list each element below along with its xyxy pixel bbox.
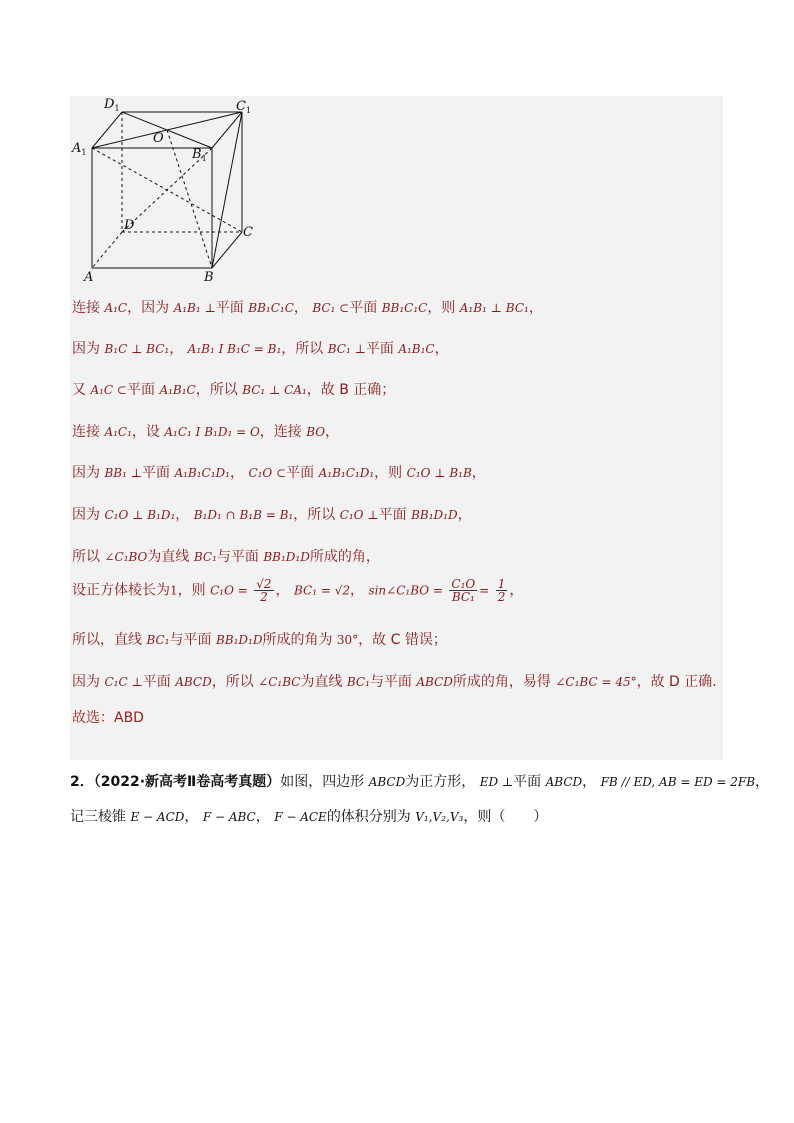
label-D1: $D_1$ [104, 97, 120, 113]
solution-line: 所以，直线 BC₁与平面 BB₁D₁D所成的角为 30°，故 C 错误； [72, 632, 447, 648]
fraction-sqrt2-over-2: $\frac{√2}{2}$ [256, 577, 272, 604]
label-C: C [243, 225, 253, 240]
solution-line: 连接 A₁C₁，设 A₁C₁ I B₁D₁ = O，连接 BO， [72, 424, 340, 440]
label-C1: $C_1$ [236, 99, 252, 115]
solution-line: 又 A₁C ⊂平面 A₁B₁C，所以 BC₁ ⊥ CA₁，故 B 正确； [72, 382, 396, 398]
solution-line-fractions: 设正方体棱长为1，则 C₁O = $\frac{√2}{2}$ ， BC₁ = √2， sin∠C₁BO = $\frac{\text{C₁O}}{\text{BC₁}}$ = $\frac{1}{2}$ ， [72, 577, 524, 604]
solution-line: 因为 C₁O ⊥ B₁D₁， B₁D₁ ∩ B₁B = B₁，所以 C₁O ⊥平面 BB₁D₁D， [72, 507, 472, 523]
question-line-2: 记三棱锥 E − ACD， F − ABC， F − ACE的体积分别为 V₁,V₂,V₃，则（ ） [70, 809, 548, 825]
label-O: O [153, 131, 164, 146]
fraction-c1o-over-bc1: $\frac{\text{C₁O}}{\text{BC₁}}$ [451, 577, 476, 604]
solution-line: 因为 BB₁ ⊥平面 A₁B₁C₁D₁， C₁O ⊂平面 A₁B₁C₁D₁，则 C₁O ⊥ B₁B， [72, 465, 486, 481]
label-B: B [204, 270, 214, 285]
label-A: A [84, 270, 94, 285]
answer-line: 故选：ABD [72, 710, 144, 726]
question-source: （2022·新高考Ⅱ卷高考真题） [93, 774, 281, 790]
cube-hidden-edges [92, 112, 242, 268]
solution-line: 连接 A₁C，因为 A₁B₁ ⊥平面 BB₁C₁C， BC₁ ⊂平面 BB₁C₁C，则 A₁B₁ ⊥ BC₁， [72, 300, 543, 316]
solution-line: 因为 B₁C ⊥ BC₁， A₁B₁ I B₁C = B₁，所以 BC₁ ⊥平面 A₁B₁C， [72, 341, 449, 357]
question-line-1: 2．（2022·新高考Ⅱ卷高考真题）如图，四边形 ABCD为正方形， ED ⊥平面 ABCD， FB // ED, AB = ED = 2FB， [70, 774, 770, 790]
label-D: D [124, 218, 135, 233]
solution-line: 因为 C₁C ⊥平面 ABCD，所以 ∠C₁BC为直线 BC₁与平面 ABCD所成的角，易得 ∠C₁BC = 45°，故 D 正确. [72, 674, 717, 690]
fraction-one-half: $\frac{1}{2}$ [497, 577, 506, 604]
solution-line: 所以 ∠C₁BO为直线 BC₁与平面 BB₁D₁D所成的角， [72, 549, 380, 565]
label-B1: $B_1$ [192, 147, 207, 163]
cube-figure [72, 96, 275, 286]
question-number: 2． [70, 774, 94, 790]
label-A1: $A_1$ [72, 141, 87, 157]
